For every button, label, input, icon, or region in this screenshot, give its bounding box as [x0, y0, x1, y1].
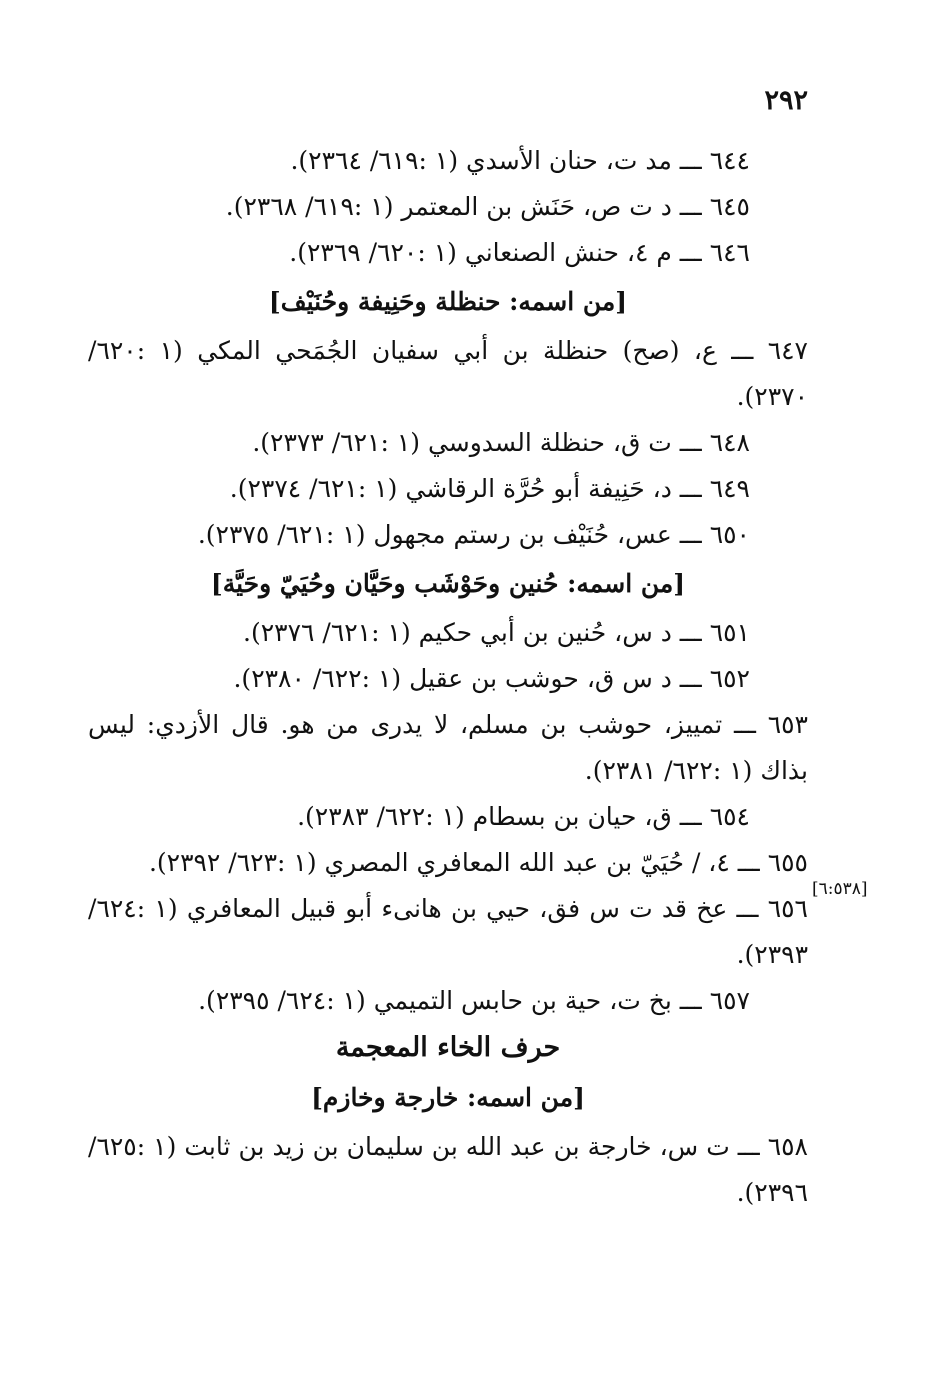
entry-651: ٦٥١ ـــ د س، حُنين بن أبي حكيم (١ :٦٢١/ ٢٣٧٦).	[243, 618, 750, 647]
entry-652: ٦٥٢ ـــ د س ق، حوشب بن عقيل (١ :٦٢٢/ ٢٣٨٠).	[233, 664, 750, 693]
entry-653: ٦٥٣ ـــ تمييز، حوشب بن مسلم، لا يدرى من هو. قال الأزدي: ليس بذاك (١ :٦٢٢/ ٢٣٨١).	[88, 710, 808, 785]
entry-645: ٦٤٥ ـــ د ت ص، حَنَش بن المعتمر (١ :٦١٩/ ٢٣٦٨).	[225, 192, 750, 221]
entry-650: ٦٥٠ ـــ عس، حُنَيْف بن رستم مجهول (١ :٦٢١/ ٢٣٧٥).	[197, 520, 750, 549]
entry-644: ٦٤٤ ـــ مد ت، حنان الأسدي (١ :٦١٩/ ٢٣٦٤).	[290, 146, 750, 175]
entry-656: ٦٥٦ ـــ عخ قد ت س فق، حيي بن هانىء أبو قبيل المعافري (١ :٦٢٤/ ٢٣٩٣).	[88, 894, 808, 969]
margin-reference-note: [٦:٥٣٨]	[812, 879, 868, 899]
entry-649: ٦٤٩ ـــ د، حَنِيفة أبو حُرَّة الرقاشي (١ :٦٢١/ ٢٣٧٤).	[229, 474, 750, 503]
entry-657: ٦٥٧ ـــ بخ ت، حية بن حابس التميمي (١ :٦٢٤/ ٢٣٩٥).	[198, 986, 750, 1015]
page-body	[88, 138, 808, 1216]
entry-658: ٦٥٨ ـــ ت س، خارجة بن عبد الله بن سليمان بن زيد بن ثابت (١ :٦٢٥/ ٢٣٩٦).	[88, 1132, 808, 1207]
chapter-heading: حرف الخاء المعجمة	[335, 1032, 561, 1063]
section-heading: [من اسمه: حنظلة وحَنِيفة وحُنَيْف]	[268, 287, 628, 316]
section-heading: [من اسمه: خارجة وخازم]	[311, 1083, 585, 1112]
entry-655: ٦٥٥ ـــ ٤، / حُيَيّ بن عبد الله المعافري المصري (١ :٦٢٣/ ٢٣٩٢).	[148, 848, 808, 877]
entry-648: ٦٤٨ ـــ ت ق، حنظلة السدوسي (١ :٦٢١/ ٢٣٧٣).	[252, 428, 750, 457]
section-heading: [من اسمه: حُنين وحَوْشَب وحَيَّان وحُيَيّ وحَيَّة]	[210, 569, 686, 598]
page-number: ٢٩٢	[764, 85, 808, 116]
entry-646: ٦٤٦ ـــ م ٤، حنش الصنعاني (١ :٦٢٠/ ٢٣٦٩).	[289, 238, 750, 267]
entry-654: ٦٥٤ ـــ ق، حيان بن بسطام (١ :٦٢٢/ ٢٣٨٣).	[297, 802, 750, 831]
entry-647: ٦٤٧ ـــ ع، (صح) حنظلة بن أبي سفيان الجُمَحي المكي (١ :٦٢٠/ ٢٣٧٠).	[88, 336, 808, 411]
